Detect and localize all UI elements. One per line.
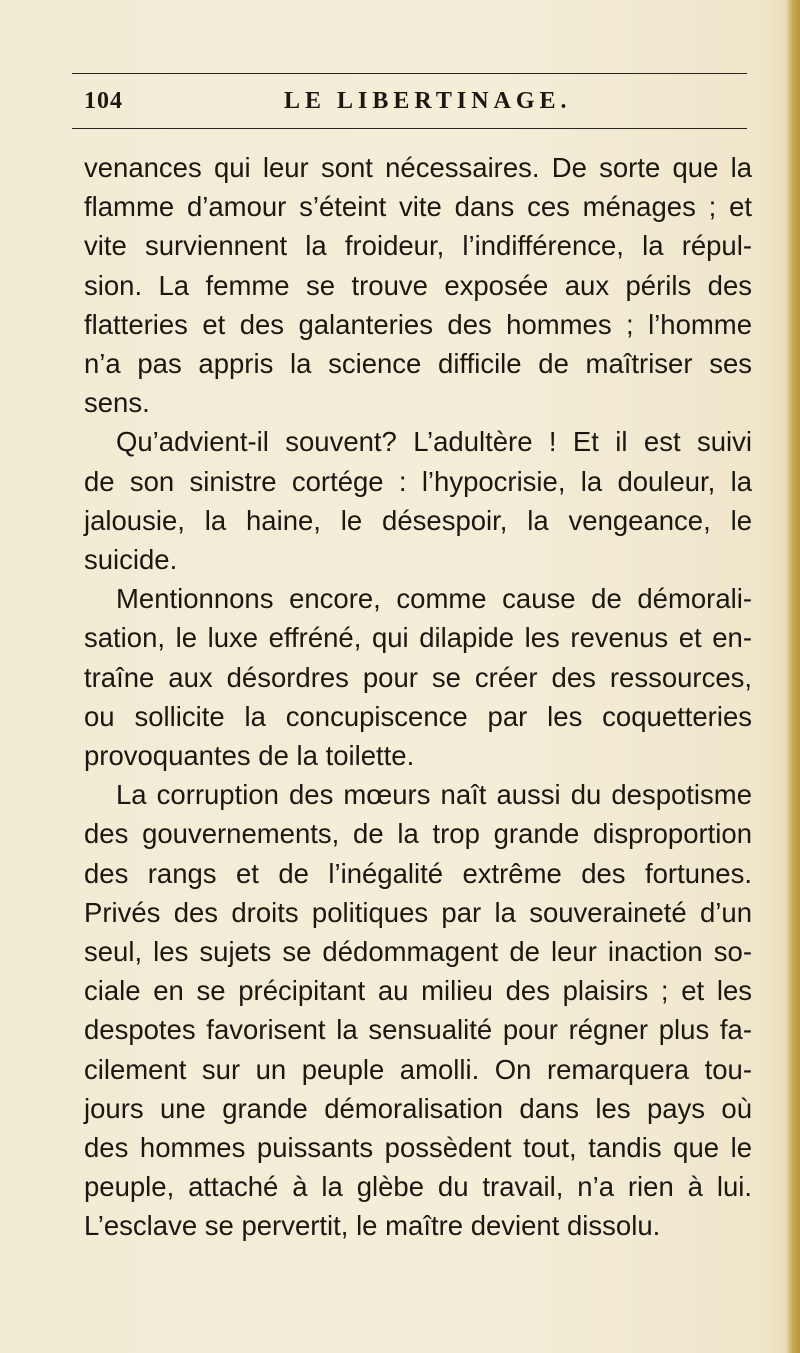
text-line: seul, les sujets se dédommagent de leur inaction so-	[84, 936, 752, 968]
body-text	[84, 148, 752, 1246]
text-line: flamme d’amour s’éteint vite dans ces ménages ; et	[84, 191, 752, 223]
text-line: provoquantes de la toilette.	[84, 740, 415, 772]
page-edge	[786, 0, 800, 1353]
text-line: L’esclave se pervertit, le maître devient dissolu.	[84, 1210, 661, 1242]
text-line: des hommes puissants possèdent tout, tandis que le	[84, 1132, 752, 1164]
text-line: flatteries et des galanteries des hommes ; l’homme	[84, 308, 752, 340]
text-line: sation, le luxe effréné, qui dilapide les revenus et en-	[84, 622, 752, 654]
text-line: traîne aux désordres pour se créer des ressources,	[84, 661, 752, 693]
text-line: venances qui leur sont nécessaires. De sorte que la	[84, 152, 752, 183]
text-line: sens.	[84, 387, 150, 419]
text-line: Qu’advient-il souvent? L’adultère ! Et il est suivi	[116, 426, 752, 458]
text-line: jours une grande démoralisation dans les pays où	[84, 1092, 752, 1124]
header-rule-bottom	[72, 128, 747, 129]
running-title: LE LIBERTINAGE.	[284, 88, 572, 114]
header-rule-top	[72, 73, 747, 74]
text-line: de son sinistre cortége : l’hypocrisie, la douleur, la	[84, 465, 752, 497]
text-line: des gouvernements, de la trop grande disproportion	[84, 818, 752, 850]
text-line: n’a pas appris la science difficile de maîtriser ses	[84, 348, 752, 380]
text-line: suicide.	[84, 544, 178, 576]
text-line: jalousie, la haine, le désespoir, la vengeance, le	[84, 504, 752, 536]
text-line: cilement sur un peuple amolli. On remarquera tou-	[84, 1053, 752, 1085]
running-header	[72, 88, 747, 120]
text-line: sion. La femme se trouve exposée aux périls des	[84, 269, 752, 301]
text-line: vite surviennent la froideur, l’indifférence, la répul-	[84, 230, 752, 262]
text-line: peuple, attaché à la glèbe du travail, n’a rien à lui.	[84, 1171, 752, 1203]
text-line: La corruption des mœurs naît aussi du despotisme	[116, 779, 752, 811]
text-line: ciale en se précipitant au milieu des plaisirs ; et les	[84, 975, 752, 1007]
text-line: Mentionnons encore, comme cause de démorali-	[116, 583, 752, 615]
text-line: des rangs et de l’inégalité extrême des fortunes.	[84, 857, 752, 889]
page-number: 104	[84, 88, 123, 114]
text-line: ou sollicite la concupiscence par les coquetteries	[84, 700, 752, 732]
text-line: despotes favorisent la sensualité pour régner plus fa-	[84, 1014, 752, 1046]
text-line: Privés des droits politiques par la souveraineté d’un	[84, 896, 752, 928]
